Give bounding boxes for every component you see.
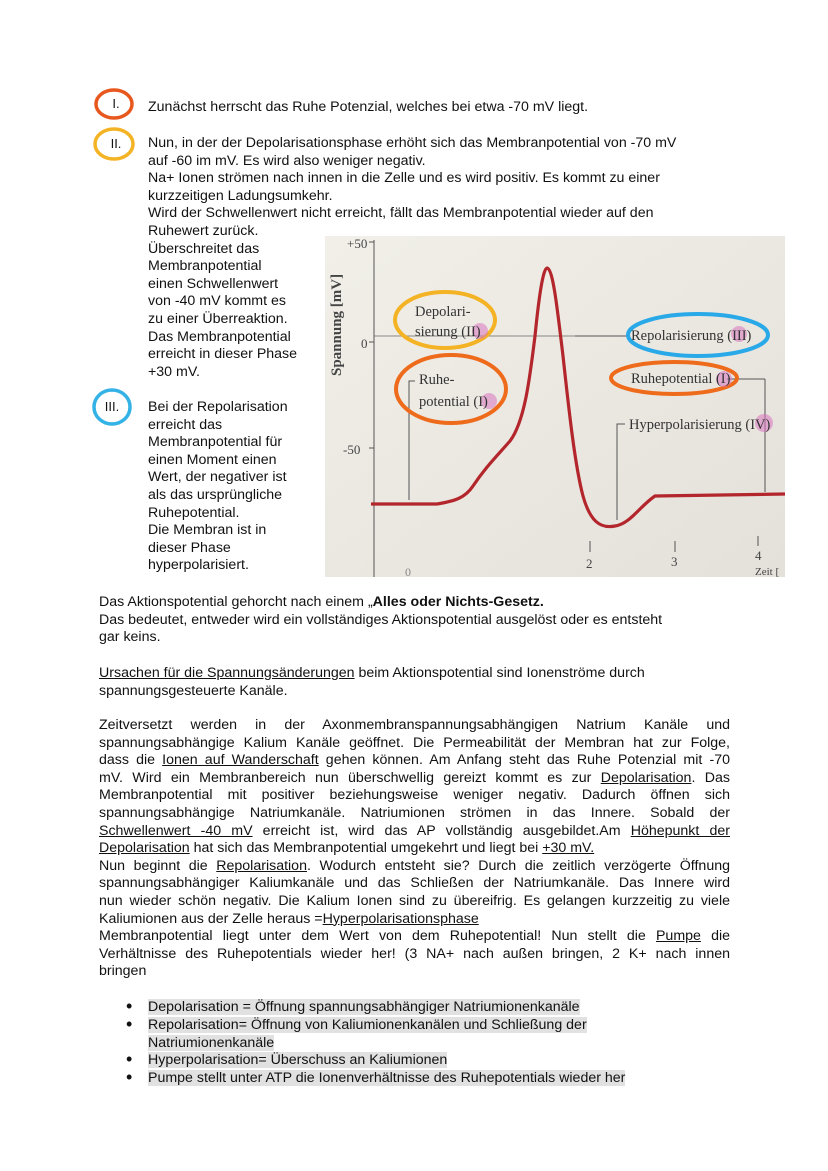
label-depolarisierung-line2: sierung (II) <box>415 324 481 340</box>
step-I-text: Zunächst herrscht das Ruhe Potenzial, welches bei etwa -70 mV liegt. <box>148 99 589 115</box>
gesetz-line2: Das bedeutet, entweder wird ein vollständiges Aktionspotential ausgelöst oder es entsteht <box>99 611 663 628</box>
step-II-line: zu einer Überreaktion. <box>148 311 288 327</box>
gesetz-line3: gar keins. <box>99 629 161 646</box>
bullet-symbol: • <box>126 1049 133 1069</box>
step-numeral-I: I. <box>112 96 120 111</box>
list-item: Hyperpolarisation= Überschuss an Kaliumionen <box>148 1052 448 1069</box>
step-II-line: Membranpotential <box>148 258 262 275</box>
paragraph-line: Nun beginnt die Repolarisation. Wodurch entsteht sie? Durch die zeitlich verzögerte Öffnung <box>99 857 730 874</box>
step-II-line: kurzzeitigen Ladungsumkehr. <box>148 187 333 204</box>
step-III-line: einen Moment einen <box>148 451 277 468</box>
x-tick-label: 4 <box>755 548 762 563</box>
paragraph-line: Verhältnisse des Ruhepotentials wieder her! (3 NA+ nach außen bringen, 2 K+ nach innen <box>99 945 730 962</box>
step-III-line: Membranpotential für <box>148 434 283 451</box>
action-potential-figure <box>325 236 785 577</box>
x-axis-label: Zeit [ <box>755 566 780 577</box>
step-III-line: Wert, der negativer ist <box>148 469 287 486</box>
label-repolarisierung: Repolarisierung (III) <box>631 328 752 344</box>
paragraph-line: dass die Ionen auf Wanderschaft gehen können. Am Anfang steht das Ruhe Potenzial mit -70 <box>99 752 730 769</box>
paragraph-line: mV. Wird ein Membranbereich nun überschwellig gereizt kommt es zur Depolarisation. Das <box>99 769 730 786</box>
step-II-line: von -40 mV kommt es <box>148 293 286 310</box>
y-axis-label: Spannung [mV] <box>329 273 345 376</box>
step-III-line: als das ursprüngliche <box>148 487 283 503</box>
paragraph-line: Schwellenwert -40 mV erreicht ist, wird das AP vollständig ausgebildet.Am Höhepunkt der <box>99 822 730 839</box>
paragraph-line: nun wieder schön negativ. Die Kalium Ionen sind zu übereifrig. Es gelangen kurzzeitig zu viele <box>99 892 730 909</box>
list-item: Repolarisation= Öffnung von Kaliumionenkanälen und Schließung der <box>148 1017 587 1033</box>
step-II-line: Überschreitet das <box>148 240 260 257</box>
label-depolarisierung-line1: Depolari- <box>415 304 471 320</box>
label-ruhepotential-line2: potential (I) <box>419 394 488 410</box>
step-II-line: +30 mV. <box>148 363 200 380</box>
step-II-line: Nun, in der der Depolarisationsphase erhöht sich das Membranpotential von -70 mV <box>148 135 677 151</box>
step-II-line: Na+ Ionen strömen nach innen in die Zelle und es wird positiv. Es kommt zu einer <box>148 170 660 187</box>
paragraph-line: Membranpotential liegt unter dem Wert von dem Ruhepotential! Nun stellt die Pumpe die <box>99 928 731 945</box>
list-item: Pumpe stellt unter ATP die Ionenverhältnisse des Ruhepotentials wieder her <box>148 1069 626 1086</box>
step-III-line: Ruhepotential. <box>148 504 240 521</box>
list-item: Depolarisation = Öffnung spannungsabhängiger Natriumionenkanäle <box>148 999 580 1015</box>
bullet-symbol: • <box>126 1067 133 1087</box>
x-tick-label: 2 <box>586 556 593 571</box>
step-numeral-III: III. <box>104 399 120 414</box>
y-tick-label: 0 <box>361 336 368 351</box>
paragraph-line: spannungsabhängige Kalium Kanäle geöffnet. Die Permeabilität der Membran hat zur Folge, <box>99 734 730 751</box>
label-hyperpolarisierung: Hyperpolarisierung (IV) <box>629 417 771 433</box>
step-III-line: Bei der Repolarisation <box>148 399 288 415</box>
bullet-symbol: • <box>126 1014 133 1034</box>
y-tick-label: +50 <box>347 236 368 251</box>
label-ruhepotential-right: Ruhepotential (I) <box>631 371 731 387</box>
ursachen-line1: Ursachen für die Spannungsänderungen beim Aktionspotential sind Ionenströme durch <box>99 665 645 681</box>
paragraph-line: spannungsabhängige Natriumkanäle. Natriumionen strömen in das Innere. Sobald der <box>99 804 730 821</box>
step-III-line: Die Membran ist in <box>148 522 267 539</box>
step-II-line: erreicht in dieser Phase <box>148 346 298 363</box>
y-tick-label: -50 <box>343 442 361 457</box>
x-tick-label: 0 <box>405 565 411 577</box>
paragraph-line: Zeitversetzt werden in der Axonmembranspannungsabhängigen Natrium Kanäle und <box>99 717 730 733</box>
paragraph-line: bringen <box>99 963 147 980</box>
ursachen-line2: spannungsgesteuerte Kanäle. <box>99 682 288 699</box>
step-II-line: Wird der Schwellenwert nicht erreicht, fällt das Membranpotential wieder auf den <box>148 205 654 222</box>
step-III-line: dieser Phase <box>148 539 231 556</box>
paragraph-line: spannungsabhängiger Kaliumkanäle und das Schließen der Natriumkanäle. Das Innere wird <box>99 875 730 892</box>
step-II-line: Das Membranpotential <box>148 328 291 345</box>
step-II-line: auf -60 im mV. Es wird also weniger negativ. <box>148 152 426 169</box>
label-ruhepotential-line1: Ruhe- <box>419 372 455 388</box>
paragraph-line: Kaliumionen aus der Zelle heraus =Hyperpolarisationsphase <box>99 910 479 927</box>
gesetz-line1: Das Aktionspotential gehorcht nach einem „Alles oder Nichts-Gesetz. <box>99 594 544 610</box>
step-III-line: hyperpolarisiert. <box>148 557 249 574</box>
step-III-line: erreicht das <box>148 416 223 433</box>
step-II-line: einen Schwellenwert <box>148 275 279 292</box>
bullet-symbol: • <box>126 996 133 1016</box>
x-tick-label: 3 <box>671 554 678 569</box>
main-paragraph <box>99 717 730 981</box>
step-numeral-II: II. <box>110 136 122 151</box>
step-II-line: Ruhewert zurück. <box>148 223 259 239</box>
paragraph-line: Membranpotential mit positiver beziehungsweise weniger negativ. Dadurch öffnen sich <box>99 787 730 804</box>
paragraph-line: Depolarisation hat sich das Membranpotential umgekehrt und liegt bei +30 mV. <box>99 840 595 857</box>
list-item-continuation: Natriumionenkanäle <box>148 1034 275 1051</box>
